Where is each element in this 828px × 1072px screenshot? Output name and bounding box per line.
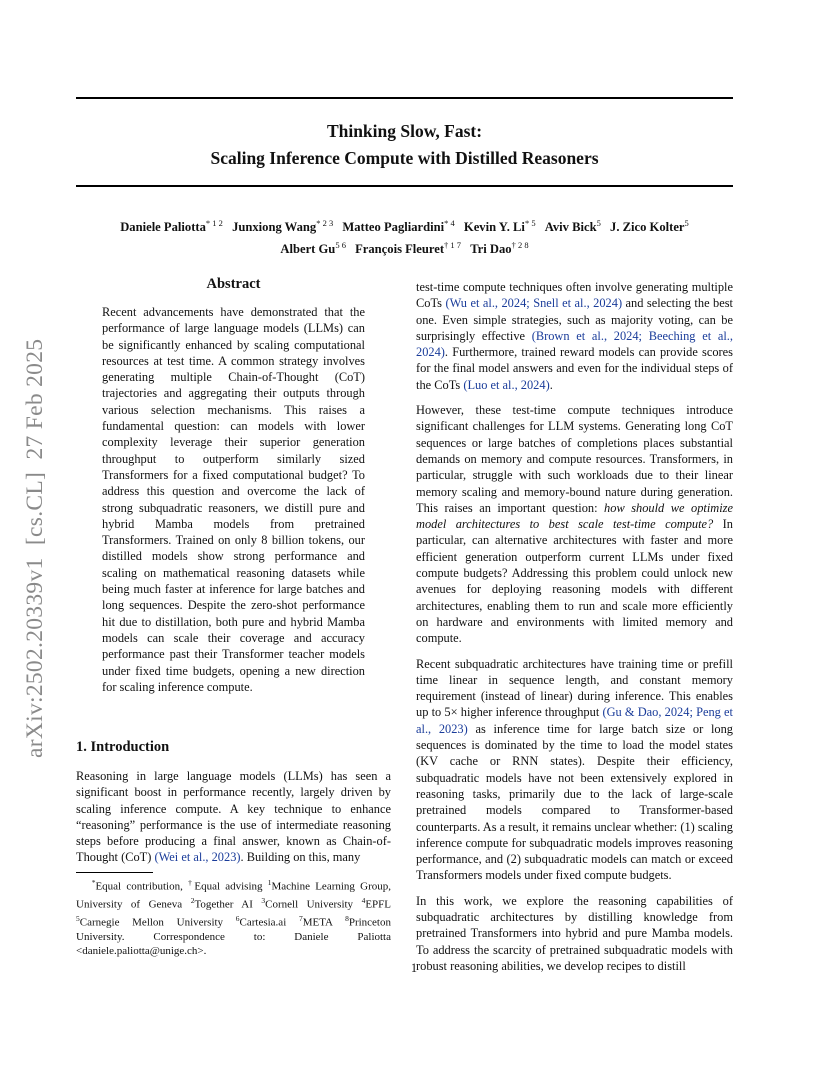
author: Albert $Gu^{5 6}$	[280, 240, 346, 257]
author-affiliation-marks: * 4	[444, 218, 455, 228]
author-affiliation-marks: * 2 3	[316, 218, 334, 228]
author: Tri Dao$^{\dagger 2 8}$	[470, 240, 529, 257]
author: Daniele Paliotta$^{* 1 2}$	[120, 218, 223, 235]
citation-link[interactable]: (Wu et al., 2024; Snell et al., 2024)	[445, 296, 623, 311]
page-number: 1	[410, 961, 418, 975]
author: Aviv Bick$^5$	[544, 218, 601, 235]
paragraph: Recent subquadratic architectures have training time or prefill time linear in sequence length, and constant memory requirement (instead of linear) during inference. This enables up to 5× higher inference throughput (Gu & Dao, 2024; Peng et al., 2023) as inference time for large batch size or long sequences is dominated by the time to load the model states (KV cache or RNN states). Despite their efficiency, subquadratic models have not been extensively explored in reasoning tasks, primarily due to the lack of large-scale pretrained models compared to Transformer-based counterparts. As a result, it remains unclear whether: (1) scaling inference compute for subquadratic models improves reasoning performance, and (2) subquadratic models can match or exceed Transformers models under fixed compute budgets.	[416, 656, 733, 883]
paper-title	[76, 118, 733, 172]
author-affiliation-marks: 5	[596, 218, 601, 228]
section-heading-introduction: 1. Introduction	[76, 739, 170, 755]
title-line-2: Scaling Inference Compute with Distilled Reasoners	[210, 148, 599, 168]
affiliation-footnote: *Equal contribution, †Equal advising $^1$Machine Learning Group, University of Geneva $^2$Together AI $^3$Cornell University $^4$EPFL $^5$Carnegie Mellon University $^6$Cartesia.ai $^7$META $^8$Princeton University. Correspondence to: Daniele Paliotta <daniele.paliotta@unige.ch>.	[76, 878, 392, 957]
paragraph: However, these test-time compute techniques introduce significant challenges for LLM systems. Generating long CoT sequences or large batches of completions places substantial demands on memory and compute resources. Transformers, in particular, struggle with such workloads due to their linear memory scaling and memory-bound nature during generation. This raises an important question: how should we optimize model architectures to best scale test-time compute? In particular, can alternative architectures with faster and more efficient generation outperform current LLMs under fixed compute budgets? Addressing this problem could unlock new avenues for deploying reasoning models with different architectures, enabling them to run and scale more efficiently on hardware and environments with limited memory and compute.	[416, 403, 734, 646]
author-affiliation-marks: 5 6	[335, 240, 346, 251]
author-affiliation-marks: † 2 8	[511, 240, 529, 251]
author-affiliation-marks: † 1 7	[444, 240, 462, 251]
citation-link[interactable]: (Brown et al., 2024; Beeching et al., 2024)	[416, 328, 733, 360]
author-list	[76, 214, 733, 258]
author-affiliation-marks: * 1 2	[205, 218, 223, 228]
right-column	[416, 279, 733, 983]
author: Junxiong Wang$^{* 2 3}$	[232, 218, 334, 235]
author-affiliation-marks: * 5	[524, 218, 536, 228]
title-bottom-rule	[76, 185, 733, 187]
introduction-paragraph: Reasoning in large language models (LLMs) has seen a significant boost in performance recently, largely driven by scaling inference compute. A key technique to enhance “reasoning” performance is the use of intermediate reasoning steps before producing a final answer, known as Chain-of-Thought (CoT) (Wei et al., 2023). Building on this, many	[76, 769, 391, 865]
abstract-heading: Abstract	[206, 276, 261, 292]
citation-link[interactable]: (Luo et al., 2024)	[463, 377, 550, 392]
paragraph: In this work, we explore the reasoning capabilities of subquadratic architectures by distilling knowledge from pretrained Transformers into hybrid and pure Mamba models. To address the scarcity of pretrained subquadratic models with robust reasoning abilities, we develop recipes to distill	[416, 893, 733, 973]
paragraph: test-time compute techniques often involve generating multiple CoTs (Wu et al., 2024; Snell et al., 2024) and selecting the best one. Even simple strategies, such as majority voting, can be surprisingly effective (Brown et al., 2024; Beeching et al., 2024). Furthermore, trained reward models can provide scores for the final model answers and even for the individual steps of the CoTs (Luo et al., 2024).	[416, 280, 733, 392]
citation-link[interactable]: (Gu & Dao, 2024; Peng et al., 2023)	[416, 705, 733, 736]
author-affiliation-marks: 5	[684, 218, 689, 228]
author: J. Zico Kolter$^5$	[610, 218, 689, 235]
author: Kevin Y. Li$^{* 5}$	[463, 218, 536, 235]
footnote-rule	[76, 872, 153, 873]
abstract-text: Recent advancements have demonstrated that the performance of large language models (LLMs) can be significantly enhanced by scaling computational resources at test time. A common strategy involves generating multiple Chain-of-Thought (CoT) trajectories and aggregating their outputs through various selection mechanisms. This raises a fundamental question: can models with lower complexity leverage their superior generation throughput to outperform similarly sized Transformers for a fixed computational budget? To address this question and overcome the lack of strong subquadratic reasoners, we distill pure and hybrid Mamba models from pretrained Transformers. Trained on only 8 billion tokens, our distilled models show strong performance and scaling on mathematical reasoning datasets while being much faster at inference for large batches and long sequences. Despite the zero-shot performance hit due to distillation, both pure and hybrid Mamba models can scale their coverage and accuracy performance past their Transformer teacher models under fixed time budgets, opening a new direction for scaling inference compute.	[102, 305, 365, 694]
author: Matteo Pagliardini$^{* 4}$	[342, 218, 455, 235]
title-top-rule	[76, 97, 733, 99]
citation-link[interactable]: (Wei et al., 2023)	[154, 850, 241, 865]
arxiv-identifier-watermark: arXiv:2502.20339v1 [cs.CL] 27 Feb 2025	[22, 338, 48, 758]
title-line-1: Thinking Slow, Fast:	[326, 121, 483, 141]
author: François Fleuret$^{\dagger 1 7}$	[355, 240, 462, 257]
